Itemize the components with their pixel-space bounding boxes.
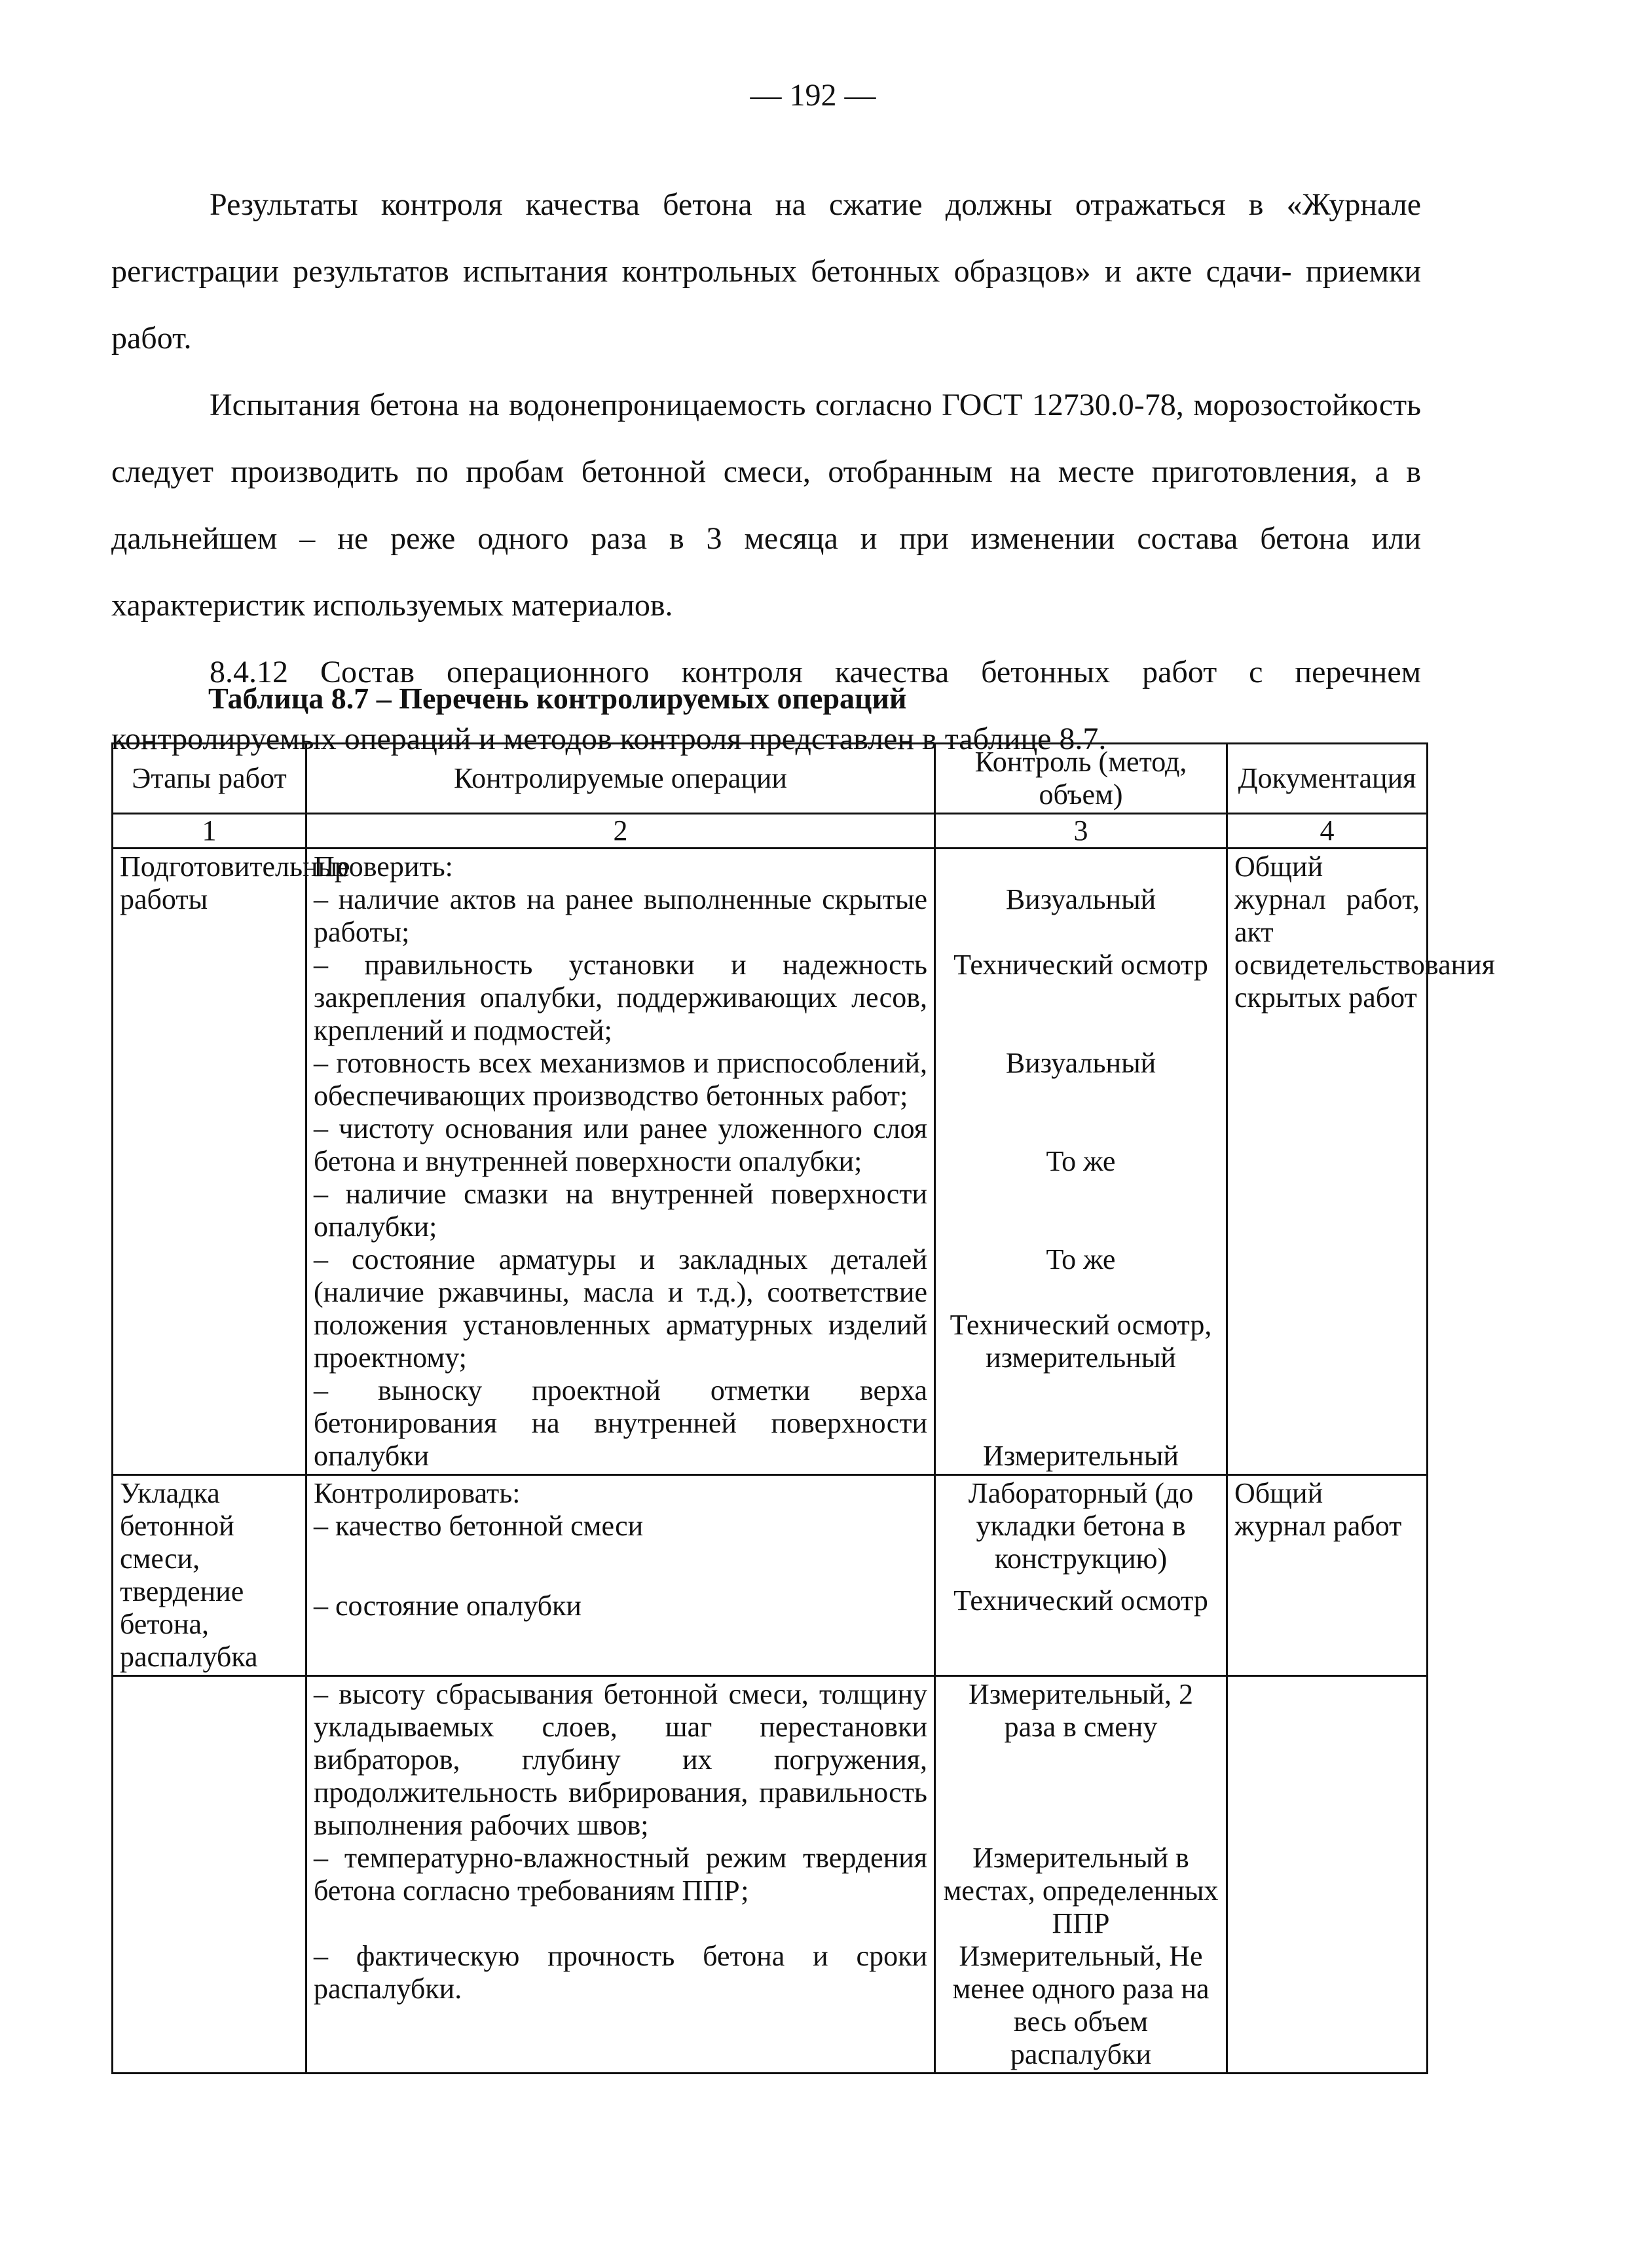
operation-item: – наличие смазки на внутренней поверхности опалубки; [314,1178,927,1243]
operations-table [111,742,1495,2074]
control-method: Измерительный [983,1440,1179,1472]
operation-item: – фактическую прочность бетона и сроки распалубки. [314,1940,927,2005]
operations-title: Контролировать: [314,1477,521,1509]
col-number: 4 [1227,814,1428,849]
header-control: Контроль (метод, объем) [935,744,1227,814]
control-method: То же [1046,1243,1116,1275]
paragraph-section-8-4-12: 8.4.12 Состав операционного контроля качества бетонных работ с перечнем контролируемых операций и методов контроля представлен в таблице 8.7. [111,655,1421,756]
operation-item: – состояние арматуры и закладных деталей (наличие ржавчины, масла и т.д.), соответствие положения установленных арматурных изделий проектному; [314,1243,927,1374]
control-method: Измерительный, Не менее одного раза на весь объем распалубки [952,1940,1210,2070]
control-cell [935,1475,1227,1676]
operations-cell [306,1475,935,1676]
header-operations: Контролируемые операции [306,744,935,814]
control-method: Технический осмотр, измерительный [950,1309,1212,1374]
operations-cell [306,1676,935,2074]
operations-title: Проверить: [314,850,453,883]
table-row [113,849,1428,1475]
col-number: 3 [935,814,1227,849]
operation-item: – температурно-влажностный режим твердения бетона согласно требованиям ППР; [314,1842,927,1907]
operation-item: – качество бетонной смеси [314,1510,644,1542]
operation-item: – чистоту основания или ранее уложенного слоя бетона и внутренней поверхности опалубки; [314,1112,927,1177]
documentation-cell: Общий журнал работ [1227,1475,1428,1676]
table-number-row [113,814,1428,849]
table-caption: Таблица 8.7 – Перечень контролируемых операций [208,682,907,715]
control-method: Измерительный, 2 раза в смену [969,1678,1193,1743]
documentation-cell: Общий журнал работ, акт освидетельствования скрытых работ [1227,849,1428,1475]
paragraph-results: Результаты контроля качества бетона на сжатие должны отражаться в «Журнале регистрации результатов испытания контрольных бетонных образцов» и акте сдачи- приемки работ. [111,187,1421,356]
documentation-cell [1227,1676,1428,2074]
control-method: Лабораторный (до укладки бетона в конструкцию) [968,1477,1194,1575]
operation-item: – готовность всех механизмов и приспособлений, обеспечивающих производство бетонных работ; [314,1047,927,1112]
page-number: — 192 — [750,78,876,113]
header-stages: Этапы работ [113,744,306,814]
control-cell [935,1676,1227,2074]
operations-cell [306,849,935,1475]
operation-item: – выноску проектной отметки верха бетонирования на внутренней поверхности опалубки [314,1374,927,1472]
stage-cell: Подготовительные работы [113,849,306,1475]
control-method: Визуальный [1005,1047,1156,1079]
control-method: Измерительный в местах, определенных ППР [943,1842,1219,1939]
operation-item: – правильность установки и надежность закрепления опалубки, поддерживающих лесов, креплений и подмостей; [314,949,927,1046]
col-number: 1 [113,814,306,849]
operation-item: – наличие актов на ранее выполненные скрытые работы; [314,883,927,948]
control-method: Технический осмотр [953,949,1208,981]
operation-item: – высоту сбрасывания бетонной смеси, толщину укладываемых слоев, шаг перестановки вибраторов, глубину их погружения, продолжительность вибрирования, правильность выполнения рабочих швов; [314,1678,927,1841]
paragraph-tests: Испытания бетона на водонепроницаемость согласно ГОСТ 12730.0-78, морозостойкость следует производить по пробам бетонной смеси, отобранным на месте приготовления, а в дальнейшем – не реже одного раза в 3 месяца и при изменении состава бетона или характеристик используемых материалов. [111,388,1421,623]
table-header-row [113,744,1428,814]
table-row [113,1475,1428,1676]
stage-cell [113,1676,306,2074]
header-documentation: Документация [1227,744,1428,814]
table-row [113,1676,1428,2074]
control-method: Технический осмотр [953,1584,1208,1617]
col-number: 2 [306,814,935,849]
control-method: То же [1046,1145,1116,1177]
control-cell [935,849,1227,1475]
operation-item: – состояние опалубки [314,1590,582,1622]
control-method: Визуальный [1005,883,1156,915]
stage-cell: Укладка бетонной смеси, твердение бетона, распалубка [113,1475,306,1676]
